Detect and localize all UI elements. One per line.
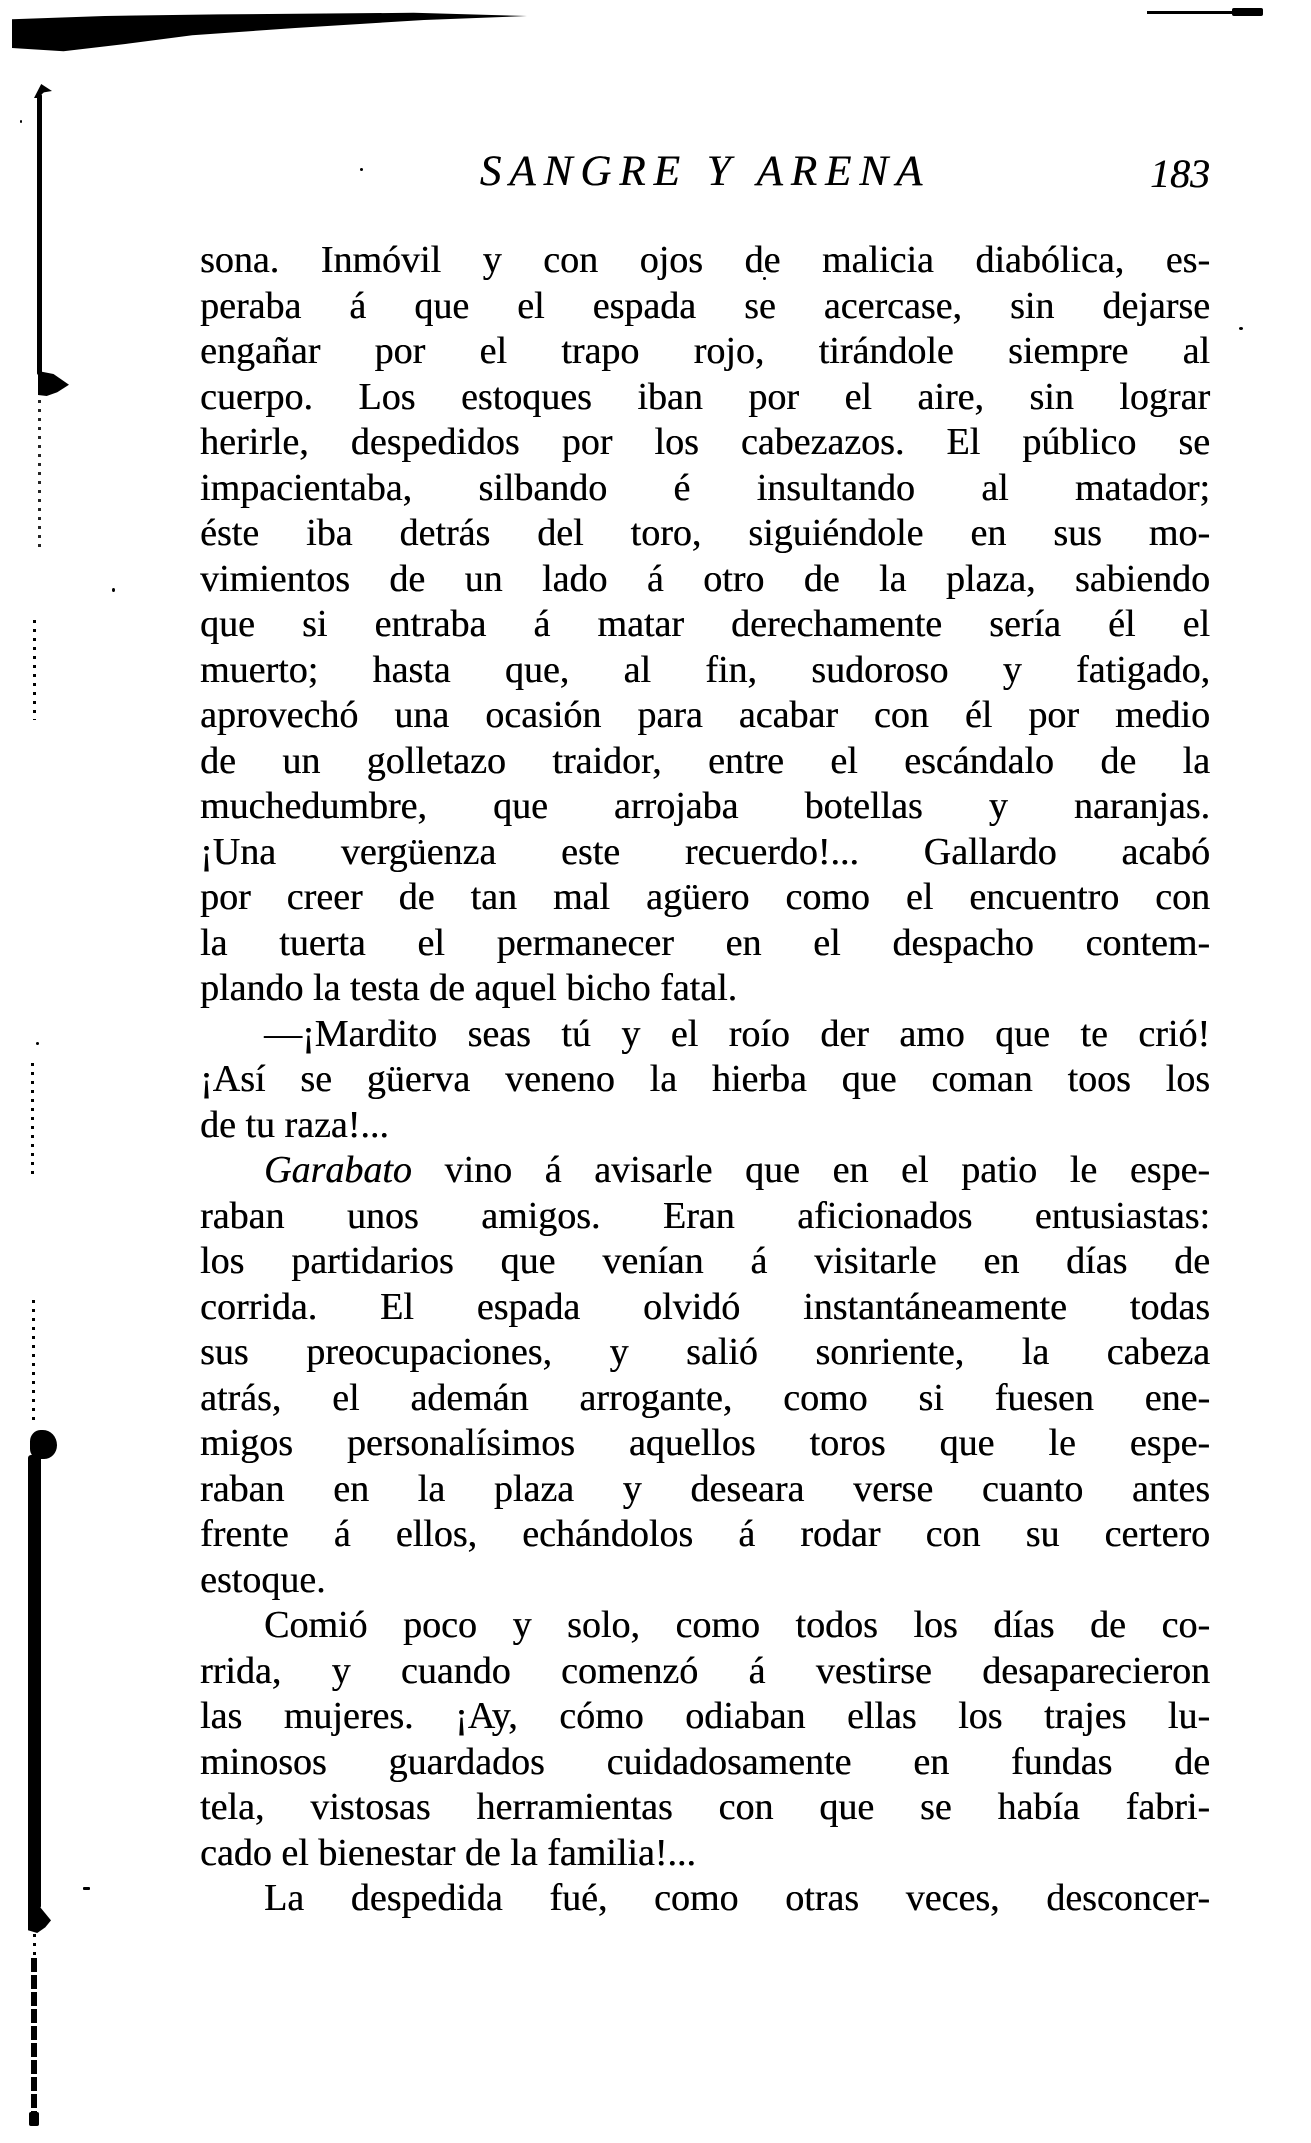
text-line: cuerpo. Los estoques iban por el aire, sin lograr bbox=[200, 375, 1210, 418]
margin-hook-mark bbox=[28, 1905, 51, 1933]
text-line: muchedumbre, que arrojaba botellas y naranjas. bbox=[200, 785, 1210, 827]
text-line: peraba á que el espada se acercase, sin dejarse bbox=[200, 284, 1210, 327]
margin-line-upper bbox=[37, 94, 42, 375]
text-line: ¡Así se güerva veneno la hierba que coman toos los bbox=[200, 1058, 1210, 1100]
margin-dotted-line bbox=[31, 1063, 34, 1179]
page-edge-line-top-right-blob bbox=[1232, 8, 1263, 16]
binding-smudge-top bbox=[12, 12, 527, 52]
text-line: engañar por el trapo rojo, tirándole siempre al bbox=[200, 330, 1210, 372]
margin-dotted-line bbox=[33, 1934, 36, 1956]
text-line: de un golletazo traidor, entre el escándalo de la bbox=[200, 739, 1210, 782]
text-line: cado el bienestar de la familia!... bbox=[200, 1831, 696, 1874]
page-edge-line-top-right bbox=[1147, 11, 1235, 14]
margin-end-mark bbox=[29, 2112, 39, 2126]
text-line: sona. Inmóvil y con ojos de malicia diabólica, es- bbox=[200, 239, 1210, 281]
margin-rough-line-bottom bbox=[31, 1958, 37, 2116]
text-line: Comió poco y solo, como todos los días de co- bbox=[264, 1604, 1210, 1646]
text-line: de tu raza!... bbox=[200, 1103, 389, 1146]
text-line: herirle, despedidos por los cabezazos. El público se bbox=[200, 421, 1210, 463]
text-line: atrás, el ademán arrogante, como si fuesen ene- bbox=[200, 1376, 1210, 1419]
text-line: que si entraba á matar derechamente sería él el bbox=[200, 603, 1210, 645]
text-line: impacientaba, silbando é insultando al matador; bbox=[200, 466, 1210, 509]
ink-speck bbox=[83, 1887, 90, 1890]
running-head-title: SANGRE Y ARENA bbox=[479, 148, 931, 195]
text-line: la tuerta el permanecer en el despacho contem- bbox=[200, 921, 1210, 964]
text-line: ¡Una vergüenza este recuerdo!... Gallardo acabó bbox=[200, 830, 1210, 873]
text-line: La despedida fué, como otras veces, desconcer- bbox=[264, 1877, 1210, 1919]
body-text bbox=[200, 238, 1210, 1922]
text-line: Garabato vino á avisarle que en el patio le espe- bbox=[264, 1149, 1210, 1191]
text-line: corrida. El espada olvidó instantáneamente todas bbox=[200, 1285, 1210, 1328]
text-line: éste iba detrás del toro, siguiéndole en sus mo- bbox=[200, 512, 1210, 554]
text-line: estoque. bbox=[200, 1558, 326, 1601]
text-line: raban en la plaza y deseara verse cuanto antes bbox=[200, 1467, 1210, 1510]
text-line: los partidarios que venían á visitarle en días de bbox=[200, 1240, 1210, 1282]
ink-speck bbox=[112, 588, 115, 592]
text-line: aprovechó una ocasión para acabar con él por medio bbox=[200, 694, 1210, 736]
text-line: sus preocupaciones, y salió sonriente, la cabeza bbox=[200, 1331, 1210, 1373]
margin-dotted-line bbox=[38, 400, 41, 550]
text-line: rrida, y cuando comenzó á vestirse desaparecieron bbox=[200, 1649, 1210, 1692]
ink-speck bbox=[1239, 327, 1243, 330]
text-line: muerto; hasta que, al fin, sudoroso y fatigado, bbox=[200, 648, 1210, 691]
margin-dotted-line bbox=[32, 1300, 35, 1426]
text-line: las mujeres. ¡Ay, cómo odiaban ellas los trajes lu- bbox=[200, 1695, 1210, 1737]
ink-speck bbox=[36, 1042, 39, 1045]
italic-word: Garabato bbox=[264, 1149, 412, 1191]
page-number: 183 bbox=[1150, 151, 1210, 196]
text-line: raban unos amigos. Eran aficionados entusiastas: bbox=[200, 1194, 1210, 1237]
text-line: —¡Mardito seas tú y el roío der amo que te crió! bbox=[264, 1012, 1210, 1055]
text-line: vimientos de un lado á otro de la plaza, sabiendo bbox=[200, 557, 1210, 600]
text-line: migos personalísimos aquellos toros que le espe- bbox=[200, 1422, 1210, 1464]
text-line: por creer de tan mal agüero como el encuentro con bbox=[200, 876, 1210, 918]
text-line: plando la testa de aquel bicho fatal. bbox=[200, 967, 738, 1009]
ink-speck bbox=[20, 120, 22, 123]
margin-flag-mark bbox=[38, 371, 69, 396]
margin-dotted-line bbox=[33, 620, 36, 720]
text-line: frente á ellos, echándolos á rodar con su certero bbox=[200, 1513, 1210, 1555]
margin-bar-lower bbox=[28, 1455, 41, 1909]
text-line: tela, vistosas herramientas con que se había fabri- bbox=[200, 1786, 1210, 1828]
text-line: minosos guardados cuidadosamente en fundas de bbox=[200, 1740, 1210, 1783]
